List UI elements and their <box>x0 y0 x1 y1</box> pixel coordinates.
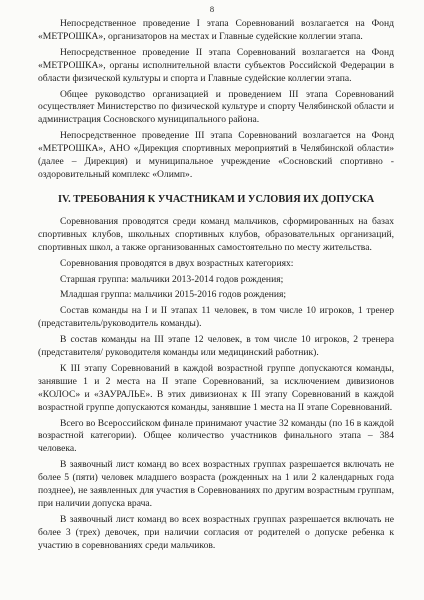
document-body <box>38 18 394 556</box>
paragraph-stage3-management: Общее руководство организацией и проведением III этапа Соревнований осуществляет Министерство по физической культуре и спорту Челябинской области и администрация Сосновского муниципального района. <box>38 88 394 126</box>
paragraph-age-categories: Соревнования проводятся в двух возрастных категориях: <box>60 257 294 269</box>
paragraph-participants: Соревнования проводятся среди команд мальчиков, сформированных на базах спортивных клубов, школьных спортивных клубов, образовательных организаций, спортивных школ, а также организованных самостоятельно по месту жительства. <box>38 215 394 253</box>
paragraph-junior-group: Младшая группа: мальчики 2015-2016 годов рождения; <box>60 289 287 301</box>
paragraph-stage3-execution: Непосредственное проведение III этапа Соревнований возлагается на Фонд «МЕТРОШКА», АНО «Дирекция спортивных мероприятий в Челябинской области» (далее – Дирекция) и муниципальное учреждение «Сосновский спортивно - оздоровительный комплекс «Олимп». <box>38 130 394 180</box>
paragraph-final-teams: Всего во Всероссийском финале принимают участие 32 команды (по 16 в каждой возрастной категории). Общее количество участников финального этапа – 384 человека. <box>38 417 394 455</box>
paragraph-team-size-stage1-2: Состав команды на I и II этапах 11 человек, в том числе 10 игроков, 1 тренер (представитель/руководитель команды). <box>38 305 394 330</box>
section-heading-iv: IV. ТРЕБОВАНИЯ К УЧАСТНИКАМ И УСЛОВИЯ ИХ ДОПУСКА <box>58 193 375 205</box>
paragraph-team-size-stage3: В состав команды на III этапе 12 человек, в том числе 10 игроков, 2 тренера (представителя/ руководителя команды или медицинский работник). <box>38 334 394 359</box>
paragraph-stage3-admission: К III этапу Соревнований в каждой возрастной группе допускаются команды, занявшие 1 и 2 места на II этапе Соревнований, за исключением дивизионов «КОЛОС» и «ЗАУРАЛЬЕ». В этих дивизионах к III этапу Соревнований в каждой возрастной группе допускаются команды, занявшие 1 места на II этапе Соревнований. <box>38 362 394 413</box>
paragraph-younger-players: В заявочный лист команд во всех возрастных группах разрешается включать не более 5 (пяти) человек младшего возраста (рожденных на 1 или 2 календарных года позднее), не заявленных для участия в Соревнованиях по другим возрастным группам, при наличии допуска врача. <box>38 459 394 509</box>
paragraph-girls: В заявочный лист команд во всех возрастных группах разрешается включать не более 3 (трех) девочек, при наличии согласия от родителей о допуске ребенка к участию в соревнованиях среди мальчиков. <box>38 513 394 551</box>
paragraph-senior-group: Старшая группа: мальчики 2013-2014 годов рождения; <box>60 273 284 285</box>
page-number: 8 <box>209 4 215 14</box>
paragraph-stage1-execution: Непосредственное проведение I этапа Соревнований возлагается на Фонд «МЕТРОШКА», организаторов на местах и Главные судейские коллегии этапа. <box>38 18 394 42</box>
paragraph-stage2-execution: Непосредственное проведение II этапа Соревнований возлагается на Фонд «МЕТРОШКА», органы исполнительной власти субъектов Российской Федерации в области физической культуры и спорта и Главные судейские коллегии этапа. <box>38 46 394 84</box>
